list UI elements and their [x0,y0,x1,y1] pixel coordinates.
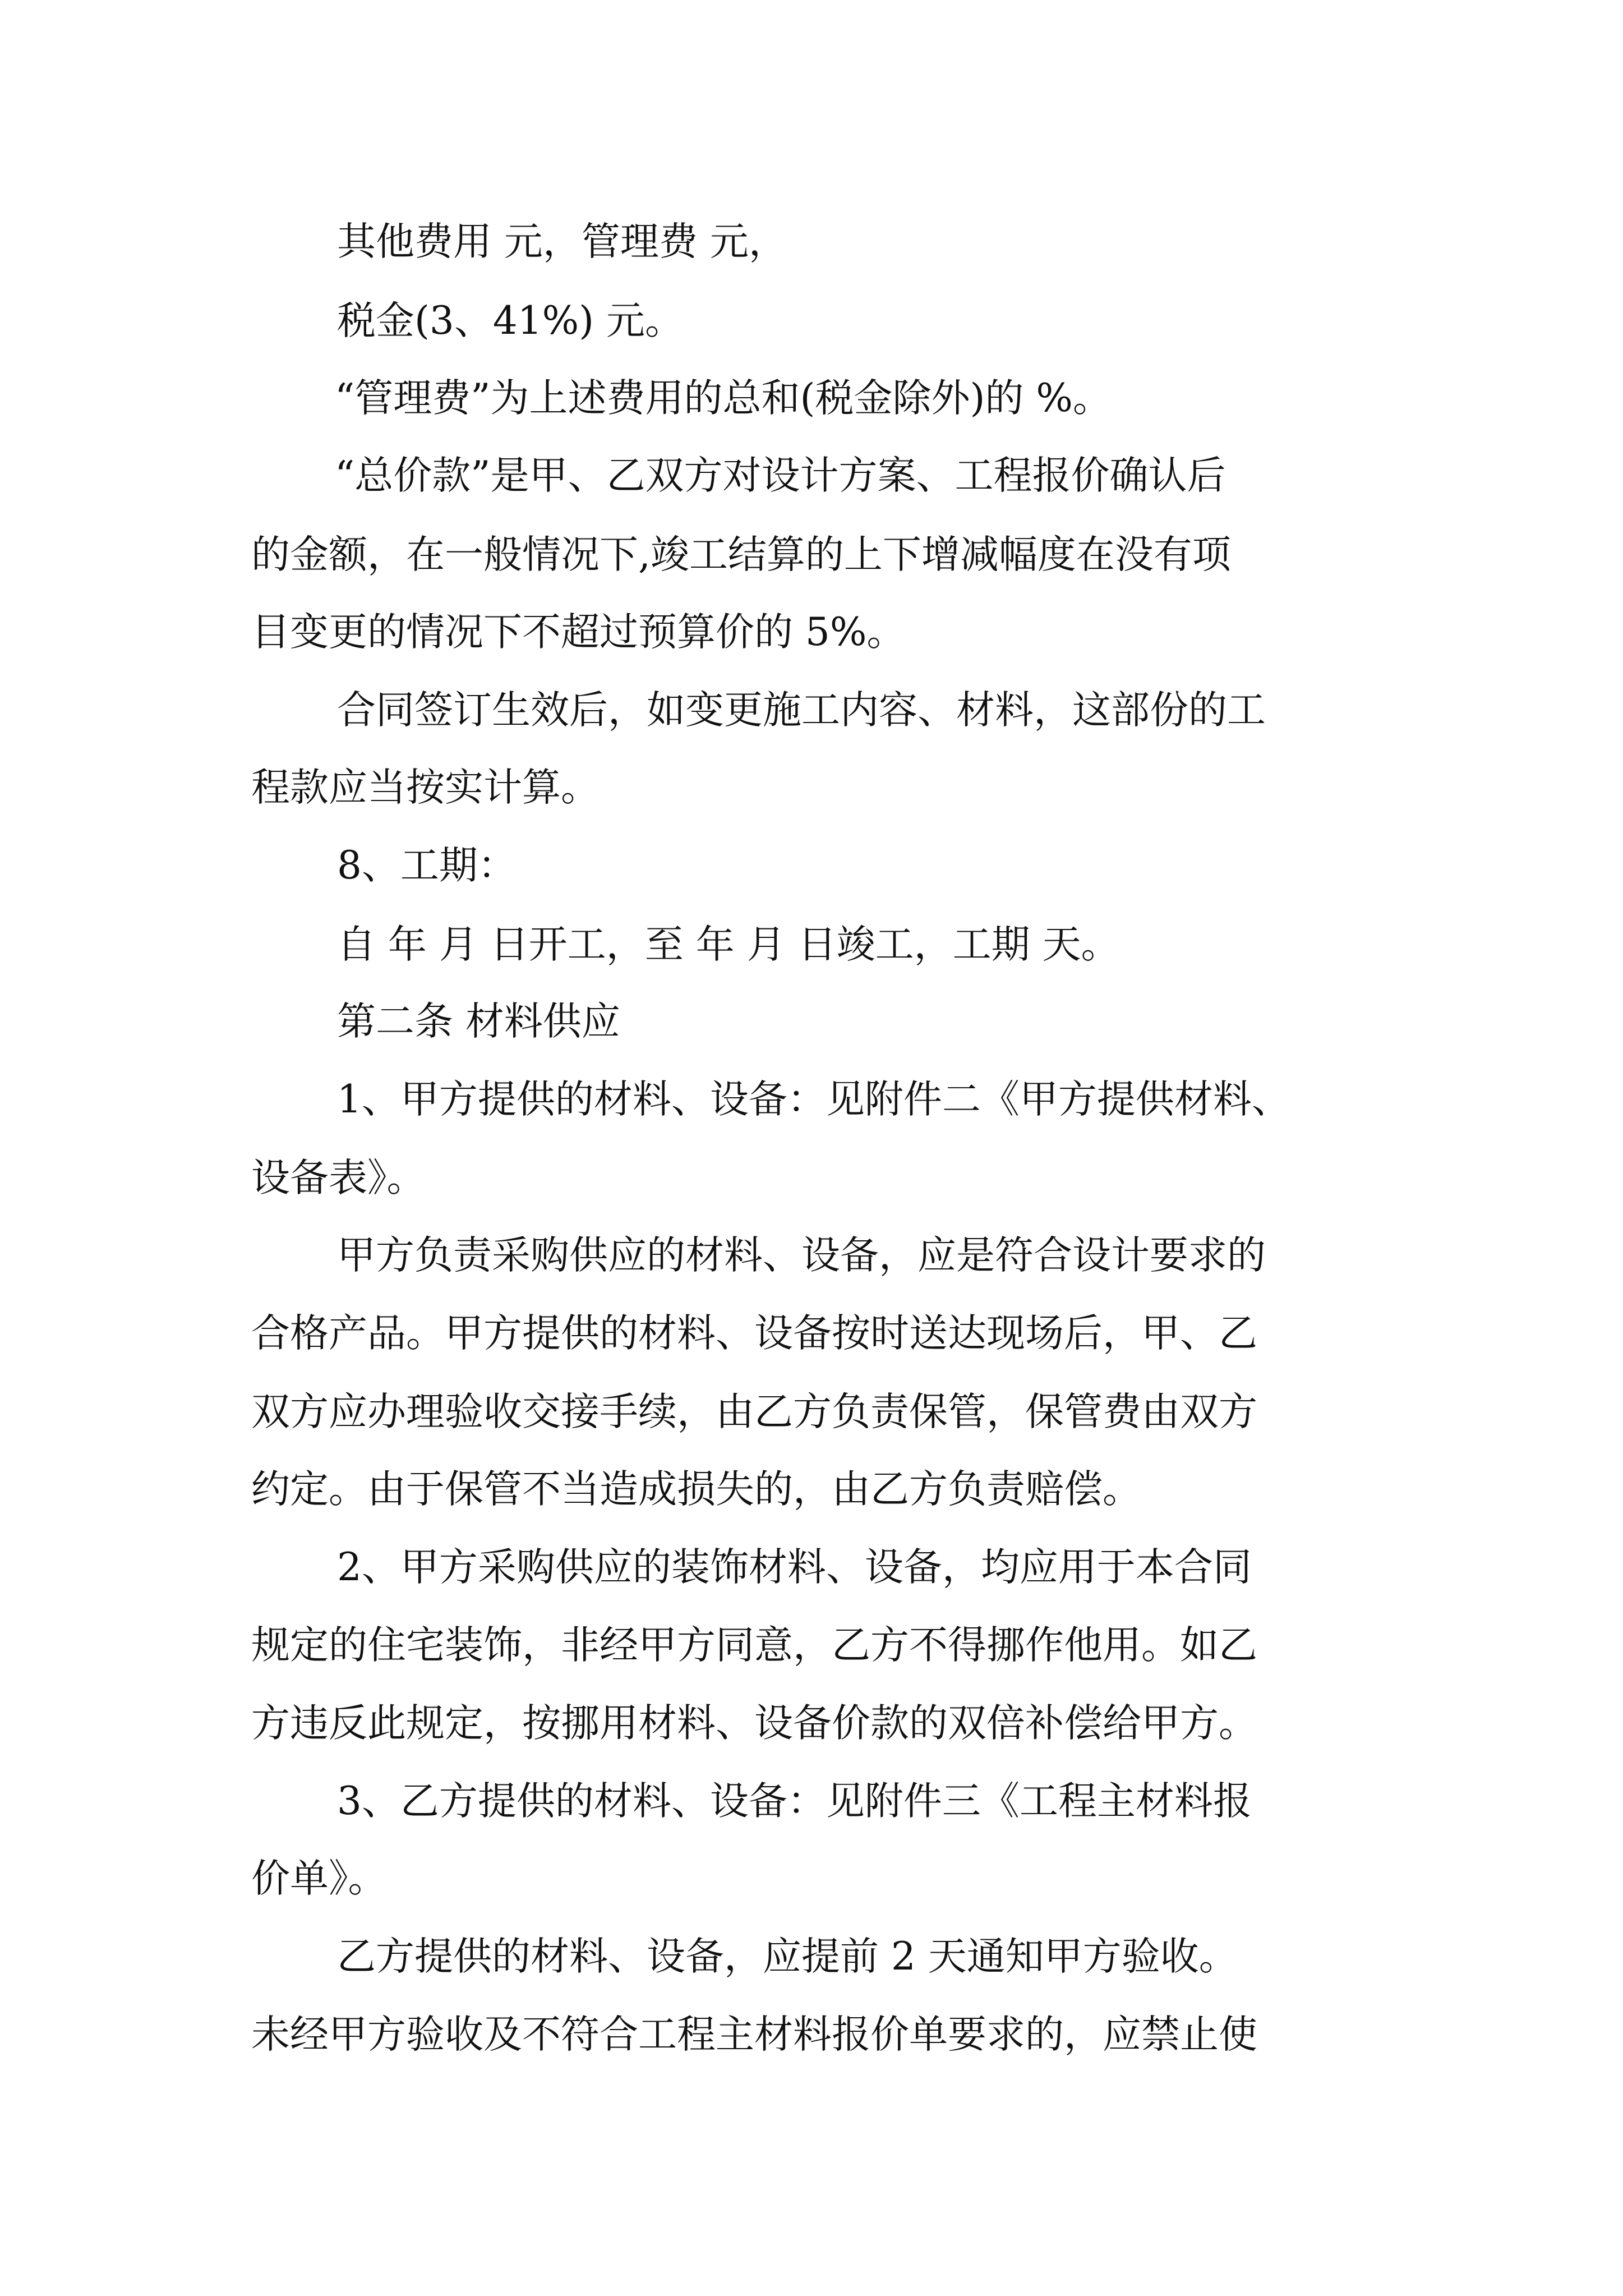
text-line: 程款应当按实计算。 [251,765,600,810]
text-line: 方违反此规定，按挪用材料、设备价款的双倍补偿给甲方。 [251,1701,1257,1746]
text-line: 价单》。 [251,1856,387,1901]
text-line: 的金额，在一般情况下,竣工结算的上下增减幅度在没有项 [251,532,1231,577]
text-line: “管理费”为上述费用的总和(税金除外)的 %。 [335,376,1112,421]
text-line: 1、甲方提供的材料、设备：见附件二《甲方提供材料、 [337,1077,1290,1122]
text-line: 合同签订生效后，如变更施工内容、材料，这部份的工 [337,688,1266,733]
text-line: 第二条 材料供应 [337,999,620,1044]
text-line: 未经甲方验收及不符合工程主材料报价单要求的，应禁止使 [251,2012,1257,2057]
text-line: 2、甲方采购供应的装饰材料、设备，均应用于本合同 [337,1545,1252,1590]
text-line: 甲方负责采购供应的材料、设备，应是符合设计要求的 [337,1233,1266,1278]
text-line: 其他费用 元，管理费 元， [337,219,787,264]
text-line: 双方应办理验收交接手续，由乙方负责保管，保管费由双方 [251,1389,1257,1434]
text-line: 设备表》。 [251,1156,426,1200]
text-line: 规定的住宅装饰，非经甲方同意，乙方不得挪作他用。如乙 [251,1623,1257,1668]
text-line: “总价款”是甲、乙双方对设计方案、工程报价确认后 [335,453,1226,498]
text-line: 3、乙方提供的材料、设备：见附件三《工程主材料报 [337,1779,1252,1824]
text-line: 乙方提供的材料、设备，应提前 2 天通知甲方验收。 [337,1934,1238,1979]
text-line: 目变更的情况下不超过预算价的 5%。 [251,610,906,655]
text-line: 合格产品。甲方提供的材料、设备按时送达现场后，甲、乙 [251,1311,1257,1356]
text-line: 8、工期： [337,843,517,888]
text-line: 约定。由于保管不当造成损失的，由乙方负责赔偿。 [251,1467,1141,1512]
text-line: 自 年 月 日开工，至 年 月 日竣工，工期 天。 [337,922,1120,967]
text-line: 税金(3、41%) 元。 [337,298,684,343]
